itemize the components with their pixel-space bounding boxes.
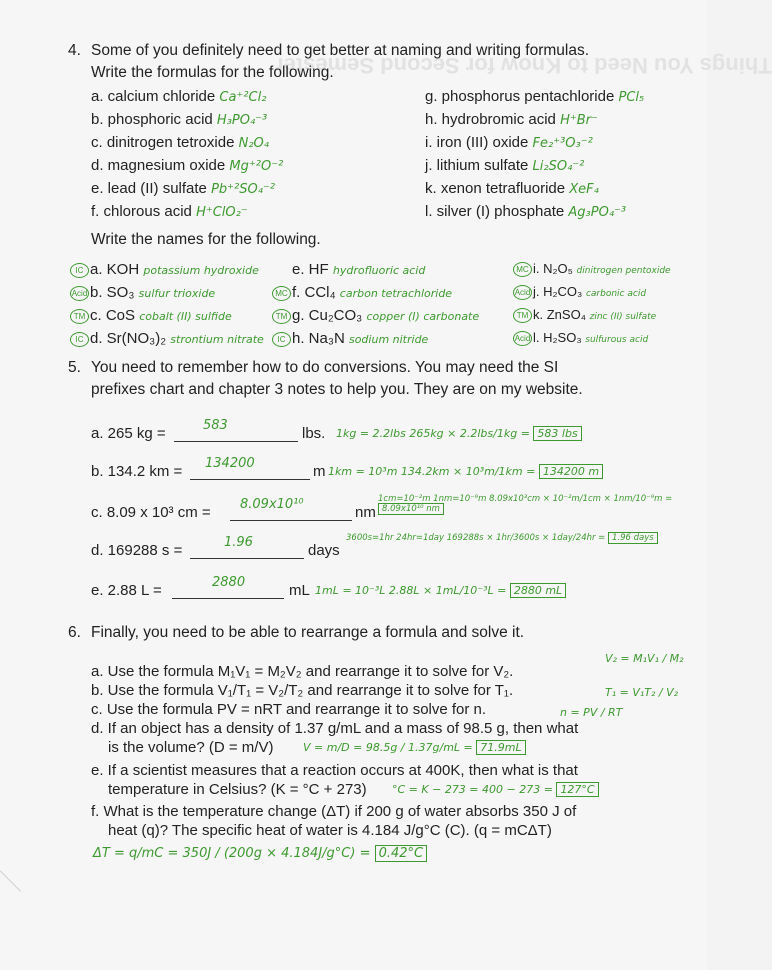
q5-unit-b: m — [313, 463, 326, 480]
q4-name-a: IC a. KOH potassium hydroxide — [70, 261, 259, 278]
q6-a: a. Use the formula M₁V₁ = M₂V₂ and rearrange it to solve for V₂. — [91, 663, 514, 680]
q6-c: c. Use the formula PV = nRT and rearrange it to solve for n. — [91, 701, 487, 718]
q4-answer-e: Pb⁺²SO₄⁻² — [211, 182, 276, 197]
q5-intro-line2: prefixes chart and chapter 3 notes to help you. They are on my website. — [91, 381, 583, 398]
q6-intro: Finally, you need to be able to rearrange a formula and solve it. — [91, 624, 525, 641]
q4-name-k: TM k. ZnSO₄ zinc (II) sulfate — [513, 307, 656, 323]
q4-item-e: e. lead (II) sulfate Pb⁺²SO₄⁻² — [91, 180, 276, 197]
q5-unit-a: lbs. — [302, 425, 326, 442]
q4-answer-i: Fe₂⁺³O₃⁻² — [532, 136, 593, 151]
q4-answer-h: H⁺Br⁻ — [560, 113, 598, 128]
q5-answer-e: 2880 — [212, 575, 246, 590]
bleed-through-title: Things You Need to Know for Second Semester — [275, 53, 772, 78]
q4-answer-k: XeF₄ — [569, 182, 599, 197]
q5-final-c: 8.09x10¹⁰ nm — [378, 503, 444, 515]
q4-answer-l: Ag₃PO₄⁻³ — [568, 205, 627, 220]
q5-final-a: 583 lbs — [533, 426, 581, 441]
q5-answer-b: 134200 — [205, 456, 255, 471]
q5-intro-line1: You need to remember how to do conversions. You may need the SI — [91, 359, 559, 376]
q5-item-b-label: b. 134.2 km = — [91, 463, 183, 480]
q5-answer-a: 583 — [203, 418, 228, 433]
q6-f-final: 0.42°C — [375, 845, 428, 862]
q6-e-answer: °C = K − 273 = 400 − 273 = 127°C — [392, 783, 599, 796]
q4-name-h: IC h. Na₃N sodium nitride — [272, 330, 428, 347]
q4-names-heading: Write the names for the following. — [91, 231, 321, 248]
q6-e-line2: temperature in Celsius? (K = °C + 273) — [108, 781, 367, 798]
q6-e-line1: e. If a scientist measures that a reaction occurs at 400K, then what is that — [91, 762, 578, 779]
q4-intro-line1: Some of you definitely need to get better at naming and writing formulas. — [91, 42, 590, 59]
q5-final-b: 134200 m — [539, 464, 603, 479]
q4-answer-a: Ca⁺²Cl₂ — [219, 90, 267, 105]
q4-item-d: d. magnesium oxide Mg⁺²O⁻² — [91, 157, 284, 174]
q5-work-c: 1cm=10⁻²m 1nm=10⁻⁹m 8.09x10³cm × 10⁻²m/1cm × 1nm/10⁻⁹m = 8.09x10¹⁰ nm — [378, 494, 673, 514]
q6-c-answer: n = PV / RT — [560, 706, 623, 719]
q5-work-e: 1mL = 10⁻³L 2.88L × 1mL/10⁻³L = 2880 mL — [315, 584, 566, 597]
q6-e-final: 127°C — [556, 782, 598, 797]
q5-answer-d: 1.96 — [224, 535, 253, 550]
q5-work-d: 3600s=1hr 24hr=1day 169288s × 1hr/3600s × 1day/24hr = 1.96 days — [346, 533, 666, 543]
q5-unit-c: nm — [355, 504, 376, 521]
q5-final-d: 1.96 days — [608, 532, 658, 544]
q6-b-answer: T₁ = V₁T₂ / V₂ — [605, 686, 679, 699]
q4-name-f: MC f. CCl₄ carbon tetrachloride — [272, 284, 452, 301]
q4-name-l: Acid l. H₂SO₃ sulfurous acid — [514, 330, 649, 345]
scan-edge-artifact — [0, 870, 21, 913]
q4-name-i: MC i. N₂O₅ dinitrogen pentoxide — [513, 261, 671, 277]
q4-item-f: f. chlorous acid H⁺ClO₂⁻ — [91, 203, 248, 220]
q6-a-answer: V₂ = M₁V₁ / M₂ — [605, 652, 684, 665]
q4-item-c: c. dinitrogen tetroxide N₂O₄ — [91, 134, 269, 151]
q6-f-answer: ΔT = q/mC = 350J / (200g × 4.184J/g°C) = 0.42°C — [93, 846, 427, 861]
q4-item-j: j. lithium sulfate Li₂SO₄⁻² — [425, 157, 585, 174]
q4-name-c: TM c. CoS cobalt (II) sulfide — [70, 307, 232, 324]
q5-item-c-label: c. 8.09 x 10³ cm = — [91, 504, 211, 521]
q4-item-h: h. hydrobromic acid H⁺Br⁻ — [425, 111, 598, 128]
q4-item-k: k. xenon tetrafluoride XeF₄ — [425, 180, 599, 197]
q4-item-i: i. iron (III) oxide Fe₂⁺³O₃⁻² — [425, 134, 593, 151]
q6-number: 6. — [68, 624, 81, 641]
q4-answer-b: H₃PO₄⁻³ — [216, 113, 268, 128]
q5-item-a-label: a. 265 kg = — [91, 425, 166, 442]
q6-f-line1: f. What is the temperature change (ΔT) if 200 g of water absorbs 350 J of — [91, 803, 577, 820]
q5-item-d-label: d. 169288 s = — [91, 542, 183, 559]
q6-d-line1: d. If an object has a density of 1.37 g/mL and a mass of 98.5 g, then what — [91, 720, 579, 737]
q4-item-g: g. phosphorus pentachloride PCl₅ — [425, 88, 645, 105]
q4-item-b: b. phosphoric acid H₃PO₄⁻³ — [91, 111, 268, 128]
q6-d-answer: V = m/D = 98.5g / 1.37g/mL = 71.9mL — [303, 741, 526, 754]
q4-answer-d: Mg⁺²O⁻² — [229, 159, 284, 174]
q5-answer-c: 8.09x10¹⁰ — [240, 497, 304, 512]
q4-name-g: TM g. Cu₂CO₃ copper (I) carbonate — [272, 307, 479, 324]
q4-number: 4. — [68, 42, 81, 59]
q4-answer-j: Li₂SO₄⁻² — [532, 159, 585, 174]
q4-answer-f: H⁺ClO₂⁻ — [196, 205, 248, 220]
q6-d-line2: is the volume? (D = m/V) — [108, 739, 274, 756]
q5-unit-e: mL — [289, 582, 310, 599]
q4-name-d: IC d. Sr(NO₃)₂ strontium nitrate — [70, 330, 264, 347]
q5-work-a: 1kg = 2.2lbs 265kg × 2.2lbs/1kg = 583 lbs — [336, 427, 582, 440]
q4-answer-c: N₂O₄ — [238, 136, 269, 151]
q5-number: 5. — [68, 359, 81, 376]
q6-f-line2: heat (q)? The specific heat of water is 4.184 J/g°C (C). (q = mCΔT) — [108, 822, 552, 839]
q4-answer-g: PCl₅ — [618, 90, 645, 105]
q4-intro-line2: Write the formulas for the following. — [91, 64, 334, 81]
q5-final-e: 2880 mL — [510, 583, 566, 598]
q5-item-e-label: e. 2.88 L = — [91, 582, 162, 599]
q4-name-e: e. HF hydrofluoric acid — [292, 261, 426, 278]
q5-work-b: 1km = 10³m 134.2km × 10³m/1km = 134200 m — [328, 465, 603, 478]
q4-item-l: l. silver (I) phosphate Ag₃PO₄⁻³ — [425, 203, 627, 220]
q4-item-a: a. calcium chloride Ca⁺²Cl₂ — [91, 88, 267, 105]
q5-unit-d: days — [308, 542, 340, 559]
q4-name-j: Acid j. H₂CO₃ carbonic acid — [514, 284, 647, 299]
q6-b: b. Use the formula V₁/T₁ = V₂/T₂ and rearrange it to solve for T₁. — [91, 682, 514, 699]
q4-name-b: Acid b. SO₃ sulfur trioxide — [71, 284, 216, 301]
q6-d-final: 71.9mL — [476, 740, 525, 755]
